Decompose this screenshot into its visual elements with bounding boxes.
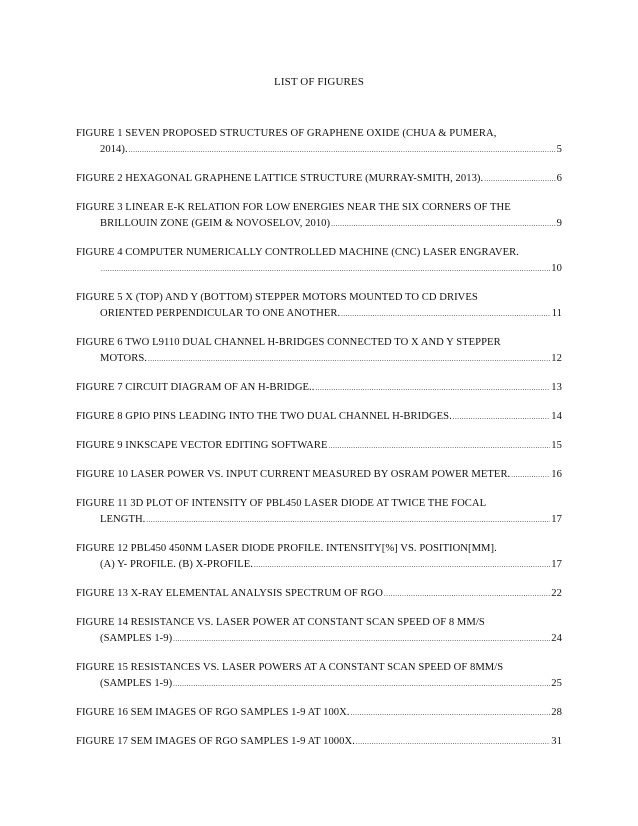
toc-entry-title-end: ORIENTED PERPENDICULAR TO ONE ANOTHER. [100,308,341,319]
toc-entry-title-line: FIGURE 14 RESISTANCE VS. LASER POWER AT CONSTANT SCAN SPEED OF 8 MM/S [76,617,485,628]
toc-entry-title-end: 2014). [100,144,128,155]
toc-entry-title-end: BRILLOUIN ZONE (GEIM & NOVOSELOV, 2010) [100,218,331,229]
dot-leader [173,676,550,692]
toc-entry-title-end: MOTORS. [100,353,147,364]
toc-entry-title-end: FIGURE 8 GPIO PINS LEADING INTO THE TWO DUAL CHANNEL H-BRIDGES. [76,411,452,422]
dot-leader [341,306,551,322]
toc-entry-page-number: 17 [551,559,562,570]
toc-entry-leader-line [76,676,562,692]
dot-leader [129,142,556,158]
toc-entry[interactable] [76,438,562,454]
toc-entry-title-line: FIGURE 3 LINEAR E-K RELATION FOR LOW ENERGIES NEAR THE SIX CORNERS OF THE [76,202,511,213]
toc-entry-page-number: 11 [551,308,562,319]
toc-entry-page-number: 13 [551,382,562,393]
dot-leader [484,171,555,187]
page-title: LIST OF FIGURES [274,76,364,88]
dot-leader [173,631,550,647]
toc-entry-page-number: 10 [551,263,562,274]
toc-entry-leader-line [76,467,562,483]
toc-entry[interactable] [76,171,562,187]
toc-entry-title-end: (SAMPLES 1-9) [100,678,173,689]
toc-entry-leader-line [76,351,562,367]
toc-entry-title-end: FIGURE 16 SEM IMAGES OF RGO SAMPLES 1-9 AT 100X. [76,707,350,718]
toc-entry-page-number: 6 [556,173,562,184]
toc-entry[interactable] [76,496,562,528]
toc-entry[interactable] [76,200,562,232]
dot-leader [329,438,551,454]
toc-entry[interactable] [76,615,562,647]
toc-entry[interactable] [76,409,562,425]
toc-entry-title-end: LENGTH. [100,514,146,525]
toc-entry-leader-line [76,631,562,647]
toc-entry-title-end: FIGURE 2 HEXAGONAL GRAPHENE LATTICE STRUCTURE (MURRAY-SMITH, 2013). [76,173,484,184]
toc-entry-page-number: 31 [551,736,562,747]
toc-entry-title-line: FIGURE 15 RESISTANCES VS. LASER POWERS AT A CONSTANT SCAN SPEED OF 8MM/S [76,662,504,673]
dot-leader [315,380,550,396]
toc-entry-title-end: (A) Y- PROFILE. (B) X-PROFILE. [100,559,253,570]
toc-entry-leader-line [76,380,562,396]
dot-leader [101,261,550,277]
toc-entry-title-line: FIGURE 4 COMPUTER NUMERICALLY CONTROLLED MACHINE (CNC) LASER ENGRAVER. [76,247,519,258]
dot-leader [351,705,551,721]
toc-entry-page-number: 24 [551,633,562,644]
toc-entry-leader-line [76,216,562,232]
toc-entry-leader-line [76,438,562,454]
dot-leader [148,351,550,367]
toc-entry-title-line: FIGURE 12 PBL450 450NM LASER DIODE PROFILE. INTENSITY[%] VS. POSITION[MM]. [76,543,497,554]
toc-entry[interactable] [76,126,562,158]
toc-entry[interactable] [76,705,562,721]
toc-entry[interactable] [76,335,562,367]
toc-entry-page-number: 16 [551,469,562,480]
toc-entry-leader-line [76,142,562,158]
toc-entry-page-number: 15 [551,440,562,451]
dot-leader [356,734,550,750]
dot-leader [254,557,550,573]
toc-entry-title-line: FIGURE 1 SEVEN PROPOSED STRUCTURES OF GRAPHENE OXIDE (CHUA & PUMERA, [76,128,497,139]
toc-entry-title-end: FIGURE 10 LASER POWER VS. INPUT CURRENT MEASURED BY OSRAM POWER METER. [76,469,511,480]
dot-leader [453,409,551,425]
toc-entry-leader-line [76,705,562,721]
toc-entry-page-number: 12 [551,353,562,364]
toc-entry-page-number: 5 [556,144,562,155]
toc-entry-title-end: FIGURE 13 X-RAY ELEMENTAL ANALYSIS SPECTRUM OF RGO [76,588,383,599]
toc-entry-page-number: 14 [551,411,562,422]
toc-entry-page-number: 17 [551,514,562,525]
dot-leader [146,512,550,528]
toc-entry-title-line: FIGURE 5 X (TOP) AND Y (BOTTOM) STEPPER MOTORS MOUNTED TO CD DRIVES [76,292,478,303]
toc-entry[interactable] [76,290,562,322]
toc-entry-leader-line [76,261,562,277]
toc-entry-leader-line [76,409,562,425]
toc-entry-leader-line [76,734,562,750]
table-of-figures [76,126,562,763]
toc-entry[interactable] [76,586,562,602]
toc-entry-page-number: 25 [551,678,562,689]
toc-entry[interactable] [76,541,562,573]
toc-entry-leader-line [76,306,562,322]
toc-entry-title-end: FIGURE 7 CIRCUIT DIAGRAM OF AN H-BRIDGE.. [76,382,315,393]
toc-entry[interactable] [76,660,562,692]
dot-leader [384,586,550,602]
toc-entry-title-end: (SAMPLES 1-9) [100,633,173,644]
toc-entry-leader-line [76,586,562,602]
toc-entry-leader-line [76,512,562,528]
toc-entry[interactable] [76,467,562,483]
toc-entry-page-number: 9 [556,218,562,229]
toc-entry[interactable] [76,734,562,750]
dot-leader [511,467,550,483]
toc-entry-leader-line [76,557,562,573]
toc-entry-page-number: 22 [551,588,562,599]
toc-entry-title-end: FIGURE 17 SEM IMAGES OF RGO SAMPLES 1-9 AT 1000X. [76,736,355,747]
dot-leader [331,216,556,232]
toc-entry-leader-line [76,171,562,187]
toc-entry-title-line: FIGURE 11 3D PLOT OF INTENSITY OF PBL450 LASER DIODE AT TWICE THE FOCAL [76,498,487,509]
toc-entry[interactable] [76,245,562,277]
toc-entry-title-line: FIGURE 6 TWO L9110 DUAL CHANNEL H-BRIDGES CONNECTED TO X AND Y STEPPER [76,337,501,348]
toc-entry-title-end: FIGURE 9 INKSCAPE VECTOR EDITING SOFTWARE [76,440,328,451]
toc-entry[interactable] [76,380,562,396]
toc-entry-page-number: 28 [551,707,562,718]
